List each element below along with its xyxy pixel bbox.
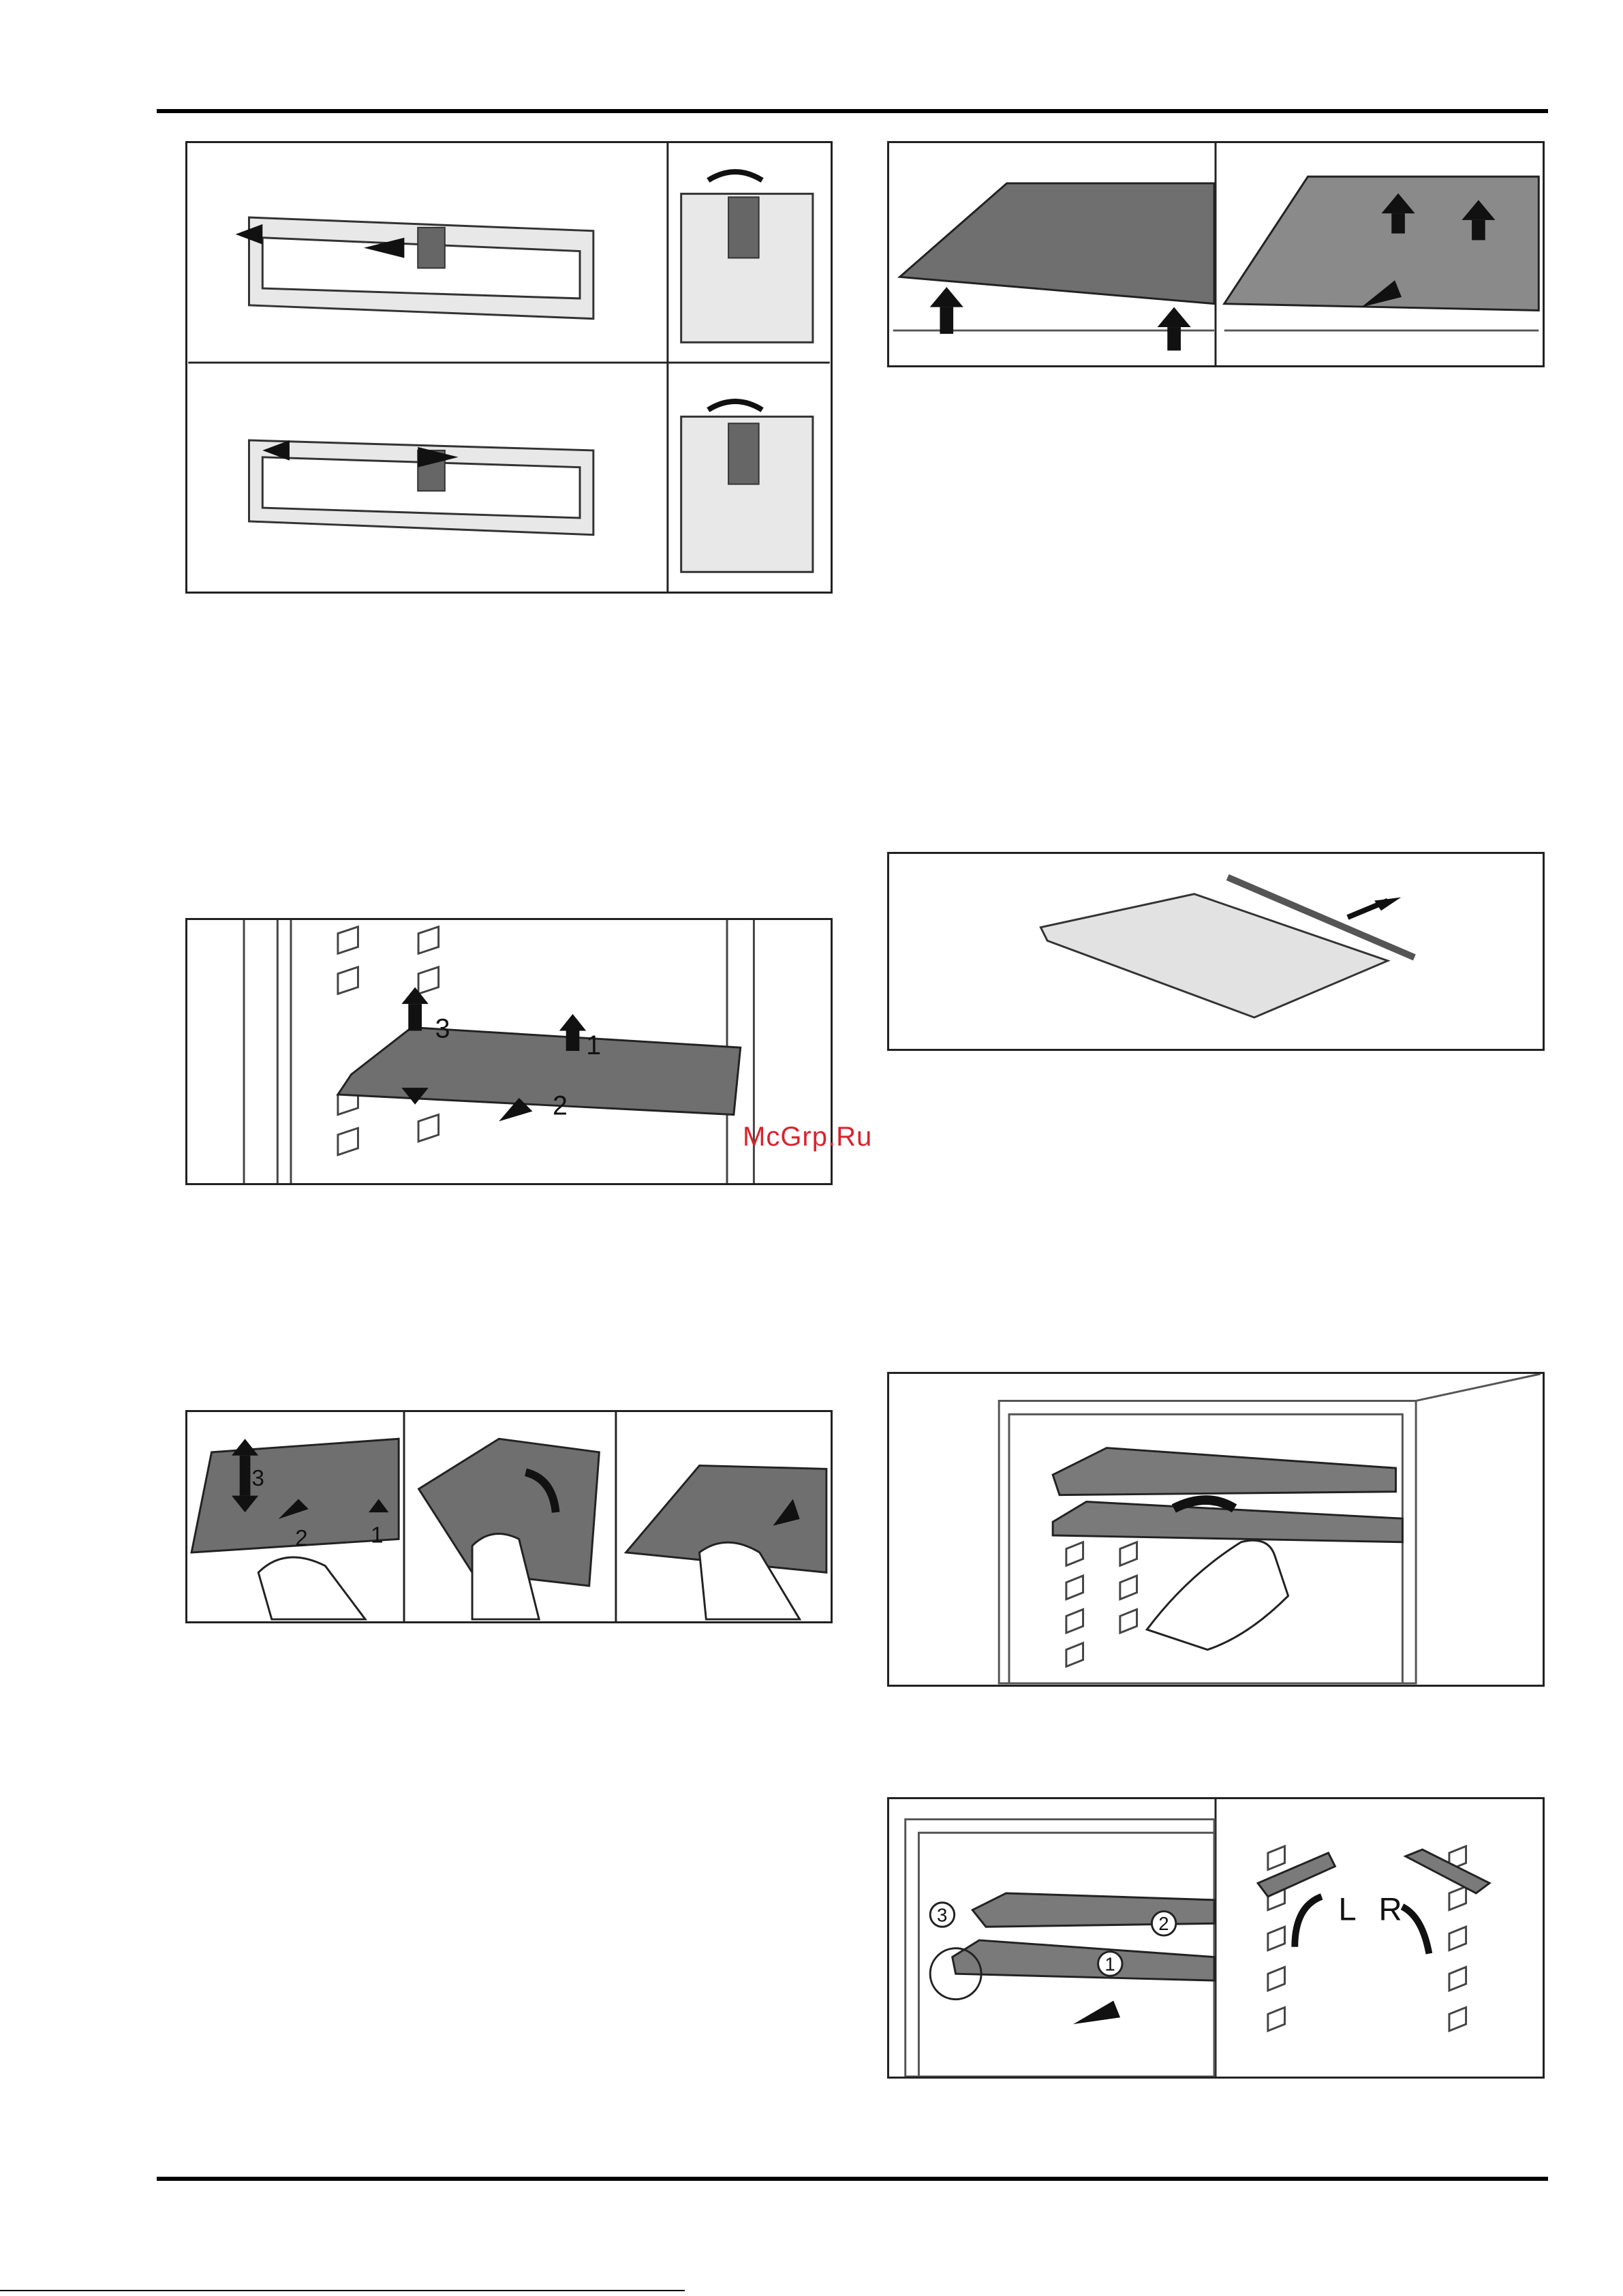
label-L: L (1338, 1891, 1357, 1928)
label-1: 1 (586, 1030, 602, 1060)
shelves-brackets-illustration (889, 1799, 1543, 2077)
footer-rule (157, 2177, 1548, 2181)
arrow-up-icon (1158, 307, 1191, 327)
arrow-up-icon (232, 1439, 258, 1456)
arrow-diagonal-icon (1073, 2001, 1120, 2024)
figure-shelf-hands (185, 1410, 833, 1623)
watermark: McGrp.Ru (743, 1122, 873, 1152)
shelf-hands-illustration (187, 1412, 831, 1621)
door-rack-illustration (187, 143, 831, 592)
curved-arrow-icon (1402, 1907, 1429, 1954)
figure-glass-plate (887, 141, 1545, 367)
curved-arrow-icon (1295, 1897, 1321, 1947)
figure-glass-strip (887, 852, 1545, 1051)
shelves-cabinet-illustration (889, 1374, 1543, 1685)
label-R: R (1378, 1891, 1402, 1928)
shelf-remove-illustration (187, 920, 831, 1183)
circle-label-3: 3 (937, 1904, 948, 1926)
footer-short-rule (0, 2290, 685, 2291)
rotate-arrow-icon (708, 172, 762, 180)
glass-plate-illustration (889, 143, 1543, 365)
label-1: 1 (370, 1522, 384, 1548)
label-3: 3 (251, 1465, 264, 1491)
rotate-arrow-icon (708, 401, 762, 410)
shelf-plate (338, 1028, 741, 1115)
figure-door-rack (185, 141, 833, 594)
header-rule (157, 109, 1548, 113)
figure-shelves-cabinet (887, 1372, 1545, 1687)
circle-label-2: 2 (1158, 1913, 1169, 1935)
label-2: 2 (295, 1526, 308, 1552)
arrow-up-icon (930, 287, 963, 307)
figure-shelves-brackets (887, 1797, 1545, 2079)
arrow-up-icon (559, 1014, 586, 1031)
label-3: 3 (435, 1013, 450, 1044)
glass-strip-illustration (889, 854, 1543, 1049)
label-2: 2 (553, 1090, 568, 1121)
circle-label-1: 1 (1104, 1953, 1115, 1975)
figure-shelf-remove (185, 918, 833, 1185)
